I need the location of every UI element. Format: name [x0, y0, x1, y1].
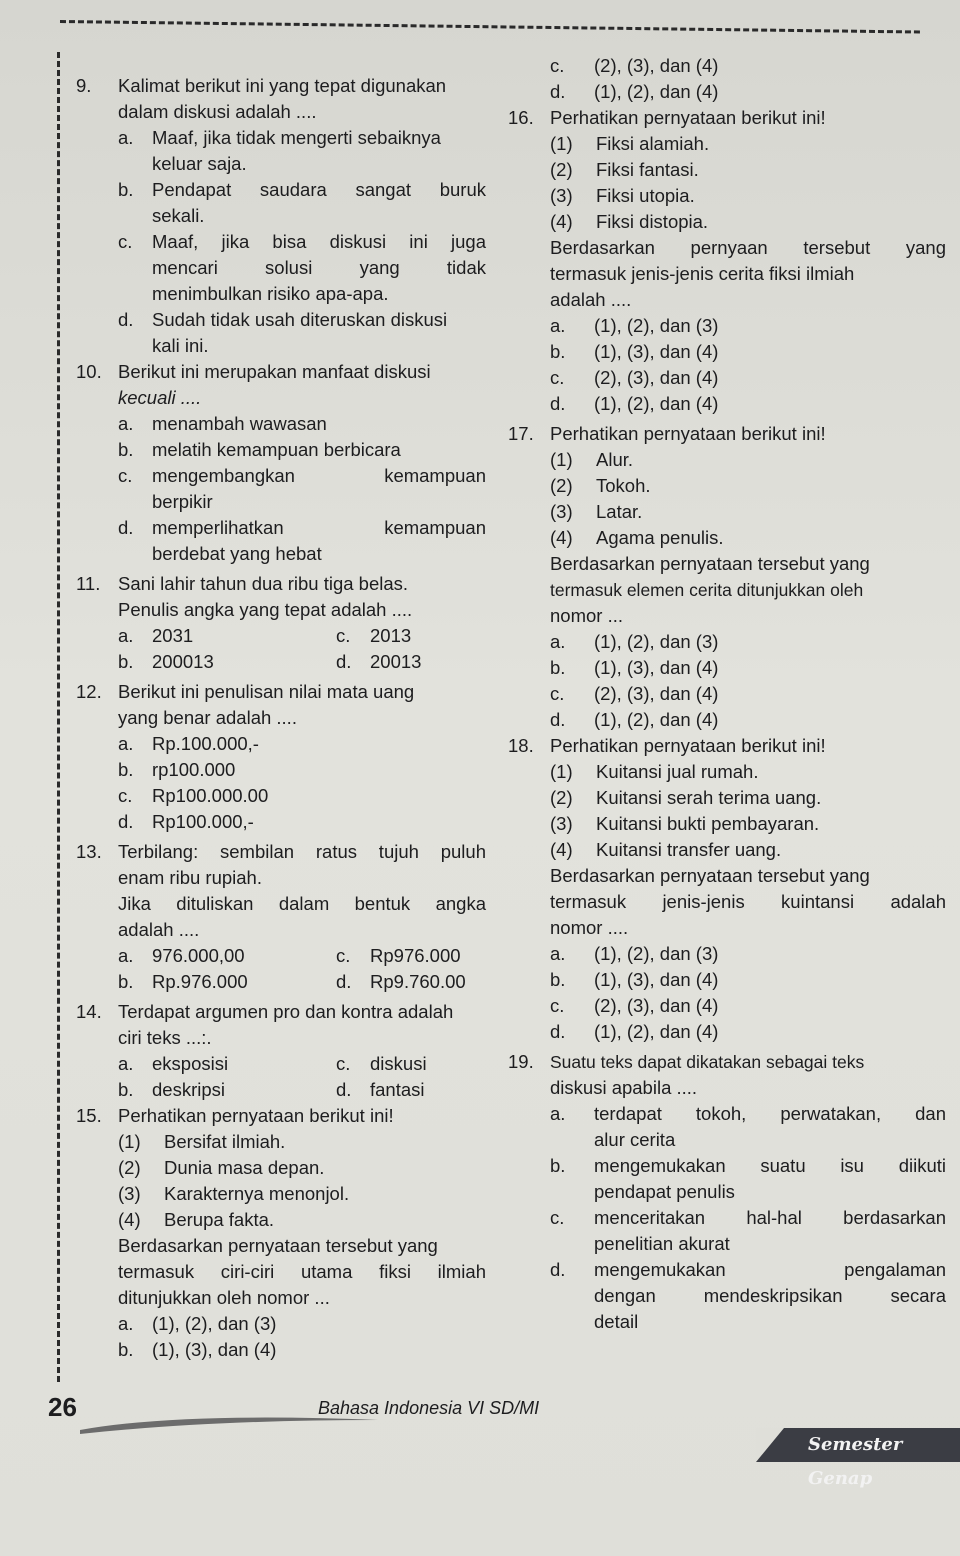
option-letter: b. [550, 969, 566, 990]
statement-number: (4) [550, 527, 573, 548]
question-text-line: Berdasarkan pernyataan tersebut yang [118, 1235, 438, 1256]
statement-number: (4) [550, 839, 573, 860]
option-text: kali ini. [152, 335, 209, 356]
option-letter: c. [336, 1053, 351, 1074]
option-letter: c. [550, 1207, 565, 1228]
statement-text: Bersifat ilmiah. [164, 1131, 286, 1152]
question-number: 15. [76, 1105, 102, 1126]
statement-item [550, 525, 946, 551]
question-text-line: Berdasarkan pernyataan tersebut yang [550, 553, 870, 574]
statement-text: Alur. [596, 449, 634, 470]
option-text: Pendapat saudara sangat buruk [152, 179, 486, 200]
question-text-line: Berikut ini penulisan nilai mata uang [118, 681, 415, 702]
answer-option [550, 993, 946, 1019]
answer-option [118, 411, 486, 437]
option-text: rp100.000 [152, 759, 236, 780]
statement-number: (3) [550, 813, 573, 834]
option-text: Maaf, jika bisa diskusi ini juga [152, 231, 486, 252]
answer-option [336, 943, 486, 969]
option-letter: b. [550, 341, 566, 362]
statement-number: (2) [550, 159, 573, 180]
statement-number: (2) [118, 1157, 141, 1178]
question-text-line: kecuali .... [118, 387, 202, 408]
page-number: 26 [48, 1392, 77, 1422]
statement-text: Fiksi fantasi. [596, 159, 699, 180]
statement-text: Kuitansi transfer uang. [596, 839, 782, 860]
question-text-line: ditunjukkan oleh nomor ... [118, 1287, 330, 1308]
statement-number: (3) [550, 501, 573, 522]
question-text-line: Suatu teks dapat dikatakan sebagai teks [550, 1052, 865, 1072]
question-number: 17. [508, 423, 534, 444]
question-text-line: ciri teks ...:. [118, 1027, 212, 1048]
answer-option [550, 941, 946, 967]
statement-text: Latar. [596, 501, 643, 522]
question-text-line: Berikut ini merupakan manfaat diskusi [118, 361, 431, 382]
option-text: terdapat tokoh, perwatakan, dan [594, 1103, 946, 1124]
option-letter: b. [550, 657, 566, 678]
option-letter: a. [118, 1313, 134, 1334]
statement-text: Tokoh. [596, 475, 651, 496]
option-text: (2), (3), dan (4) [594, 55, 719, 76]
answer-option [118, 943, 336, 969]
option-text: detail [594, 1311, 639, 1332]
option-letter: a. [550, 631, 566, 652]
option-letter: a. [550, 943, 566, 964]
option-letter: a. [118, 733, 134, 754]
option-letter: a. [118, 1053, 134, 1074]
statement-number: (3) [550, 185, 573, 206]
option-text: (2), (3), dan (4) [594, 683, 719, 704]
statement-text: Dunia masa depan. [164, 1157, 325, 1178]
option-letter: d. [550, 709, 566, 730]
question-number: 9. [76, 75, 92, 96]
option-letter: b. [118, 1079, 134, 1100]
answer-option [550, 365, 946, 391]
statement-text: Fiksi alamiah. [596, 133, 710, 154]
statement-text: Kuitansi serah terima uang. [596, 787, 822, 808]
option-text: (1), (3), dan (4) [152, 1339, 277, 1360]
statement-item [550, 183, 946, 209]
option-text: 200013 [152, 651, 214, 672]
option-text: alur cerita [594, 1129, 676, 1150]
question-text-line: adalah .... [118, 919, 200, 940]
question-text-line: Penulis angka yang tepat adalah .... [118, 599, 413, 620]
option-letter: b. [118, 439, 134, 460]
option-text: (1), (3), dan (4) [594, 969, 719, 990]
option-text: Rp976.000 [370, 945, 461, 966]
option-text: fantasi [370, 1079, 425, 1100]
answer-option [550, 79, 946, 105]
statement-item [550, 157, 946, 183]
option-text: dengan mendeskripsikan secara [594, 1285, 946, 1306]
answer-option [336, 623, 486, 649]
left-dashed-border [57, 52, 60, 1382]
option-letter: d. [550, 81, 566, 102]
question-text-line: diskusi apabila .... [550, 1077, 698, 1098]
option-letter: c. [336, 625, 351, 646]
statement-item [550, 209, 946, 235]
question-text-line: yang benar adalah .... [118, 707, 297, 728]
option-text: Rp100.000,- [152, 811, 254, 832]
option-text: menceritakan hal-hal berdasarkan [594, 1207, 946, 1228]
option-text: berdebat yang hebat [152, 543, 322, 564]
option-letter: c. [118, 231, 133, 252]
option-text: mengemukakan pengalaman [594, 1259, 946, 1280]
answer-option [550, 53, 946, 79]
answer-option [118, 731, 486, 757]
statement-item [550, 837, 946, 863]
semester-banner-notch [756, 1428, 784, 1462]
option-letter: b. [118, 179, 134, 200]
answer-option [118, 229, 486, 307]
statement-item [550, 759, 946, 785]
answer-option [118, 783, 486, 809]
option-letter: a. [118, 945, 134, 966]
question-number: 14. [76, 1001, 102, 1022]
option-letter: b. [118, 1339, 134, 1360]
statement-text: Fiksi utopia. [596, 185, 695, 206]
question-number: 13. [76, 841, 102, 862]
option-text: menambah wawasan [152, 413, 327, 434]
statement-text: Fiksi distopia. [596, 211, 709, 232]
option-text: diskusi [370, 1053, 427, 1074]
question-number: 12. [76, 681, 102, 702]
option-text: deskripsi [152, 1079, 225, 1100]
option-letter: b. [118, 759, 134, 780]
question-18 [508, 733, 946, 1045]
option-letter: d. [550, 1259, 566, 1280]
question-11 [76, 571, 486, 675]
statement-text: Kuitansi bukti pembayaran. [596, 813, 820, 834]
answer-option [118, 1311, 486, 1337]
option-text: (1), (2), dan (4) [594, 393, 719, 414]
answer-option [118, 809, 486, 835]
option-letter: a. [118, 625, 134, 646]
option-text: berpikir [152, 491, 213, 512]
question-text-line: termasuk jenis-jenis cerita fiksi ilmiah [550, 263, 855, 284]
answer-option [550, 339, 946, 365]
option-text: Rp9.760.00 [370, 971, 466, 992]
option-letter: d. [118, 309, 134, 330]
question-text-line: Perhatikan pernyataan berikut ini! [550, 423, 826, 444]
option-text: 976.000,00 [152, 945, 245, 966]
answer-option [118, 463, 486, 515]
question-text-line: Sani lahir tahun dua ribu tiga belas. [118, 573, 409, 594]
right-column [508, 53, 946, 1335]
statement-number: (1) [118, 1131, 141, 1152]
option-letter: c. [550, 995, 565, 1016]
question-text-line: Perhatikan pernyataan berikut ini! [550, 107, 826, 128]
statement-item [118, 1181, 486, 1207]
answer-option [118, 623, 336, 649]
answer-option [118, 969, 336, 995]
option-text: (1), (2), dan (3) [594, 315, 719, 336]
answer-option [550, 1019, 946, 1045]
answer-option [118, 1051, 336, 1077]
question-number: 19. [508, 1051, 534, 1072]
statement-item [550, 473, 946, 499]
answer-option [550, 655, 946, 681]
option-text: (2), (3), dan (4) [594, 995, 719, 1016]
question-number: 11. [76, 573, 101, 594]
option-letter: c. [336, 945, 351, 966]
option-text: menimbulkan risiko apa-apa. [152, 283, 389, 304]
question-13 [76, 839, 486, 995]
option-letter: d. [550, 1021, 566, 1042]
question-19 [508, 1049, 946, 1335]
option-text: (1), (3), dan (4) [594, 657, 719, 678]
answer-option [336, 649, 486, 675]
option-text: 2013 [370, 625, 412, 646]
statement-number: (3) [118, 1183, 141, 1204]
option-letter: b. [550, 1155, 566, 1176]
question-text-line: nomor ... [550, 605, 623, 626]
answer-option [550, 391, 946, 417]
question-10 [76, 359, 486, 567]
question-number: 10. [76, 361, 102, 382]
option-letter: c. [550, 55, 565, 76]
statement-number: (4) [118, 1209, 141, 1230]
question-text-line: Terbilang: sembilan ratus tujuh puluh [118, 841, 486, 862]
question-text-line: Kalimat berikut ini yang tepat digunakan [118, 75, 447, 96]
option-letter: c. [118, 465, 133, 486]
answer-option [118, 177, 486, 229]
option-letter: d. [118, 811, 134, 832]
option-letter: c. [118, 785, 133, 806]
answer-option [336, 1077, 486, 1103]
option-letter: d. [336, 1079, 352, 1100]
question-text-line: Terdapat argumen pro dan kontra adalah [118, 1001, 454, 1022]
option-text: sekali. [152, 205, 205, 226]
answer-option [550, 967, 946, 993]
option-text: memperlihatkan kemampuan [152, 517, 486, 538]
option-letter: a. [118, 413, 134, 434]
question-text-line: enam ribu rupiah. [118, 867, 262, 888]
answer-option [550, 1101, 946, 1153]
statement-number: (1) [550, 761, 573, 782]
statement-item [550, 811, 946, 837]
answer-option [118, 1077, 336, 1103]
option-text: 2031 [152, 625, 194, 646]
option-text: eksposisi [152, 1053, 229, 1074]
option-letter: a. [118, 127, 134, 148]
option-text: melatih kemampuan berbicara [152, 439, 401, 460]
option-letter: d. [336, 651, 352, 672]
statement-text: Berupa fakta. [164, 1209, 275, 1230]
answer-option [550, 681, 946, 707]
statement-text: Kuitansi jual rumah. [596, 761, 759, 782]
statement-number: (2) [550, 475, 573, 496]
statement-number: (1) [550, 133, 573, 154]
answer-option [118, 125, 486, 177]
option-letter: b. [118, 971, 134, 992]
statement-item [118, 1155, 486, 1181]
option-text: Rp.976.000 [152, 971, 248, 992]
answer-option [118, 757, 486, 783]
answer-option [118, 1337, 486, 1363]
question-text-line: termasuk elemen cerita ditunjukkan oleh [550, 580, 864, 600]
answer-option [336, 969, 486, 995]
question-number: 18. [508, 735, 534, 756]
question-text-line: dalam diskusi adalah .... [118, 101, 317, 122]
option-letter: b. [118, 651, 134, 672]
option-text: mengemukakan suatu isu diikuti [594, 1155, 946, 1176]
option-text: (1), (2), dan (3) [594, 631, 719, 652]
statement-item [550, 447, 946, 473]
option-text: Sudah tidak usah diteruskan diskusi [152, 309, 448, 330]
answer-option [118, 515, 486, 567]
option-letter: d. [336, 971, 352, 992]
answer-option [550, 1153, 946, 1205]
question-text-line: Berdasarkan pernyaan tersebut yang [550, 237, 946, 258]
question-text-line: adalah .... [550, 289, 632, 310]
statement-number: (1) [550, 449, 573, 470]
answer-option [118, 649, 336, 675]
option-text: 20013 [370, 651, 422, 672]
question-text-line: Perhatikan pernyataan berikut ini! [550, 735, 826, 756]
statement-item [550, 131, 946, 157]
option-text: (1), (2), dan (4) [594, 81, 719, 102]
answer-option [336, 1051, 486, 1077]
option-text: keluar saja. [152, 153, 247, 174]
statement-number: (2) [550, 787, 573, 808]
answer-option [550, 629, 946, 655]
statement-text: Karakternya menonjol. [164, 1183, 350, 1204]
left-column [76, 73, 486, 1363]
question-14 [76, 999, 486, 1103]
question-15 [76, 1103, 486, 1363]
top-dashed-border [60, 20, 920, 34]
option-letter: d. [550, 393, 566, 414]
statement-text: Agama penulis. [596, 527, 724, 548]
option-letter: d. [118, 517, 134, 538]
option-text: (2), (3), dan (4) [594, 367, 719, 388]
question-9 [76, 73, 486, 359]
question-text-line: termasuk jenis-jenis kuintansi adalah [550, 891, 946, 912]
option-text: (1), (3), dan (4) [594, 341, 719, 362]
option-text: (1), (2), dan (4) [594, 709, 719, 730]
question-text-line: Perhatikan pernyataan berikut ini! [118, 1105, 394, 1126]
option-text: Maaf, jika tidak mengerti sebaiknya [152, 127, 441, 148]
statement-item [118, 1207, 486, 1233]
option-letter: a. [550, 315, 566, 336]
question-number: 16. [508, 107, 534, 128]
statement-item [118, 1129, 486, 1155]
question-17 [508, 421, 946, 733]
statement-item [550, 499, 946, 525]
book-title: Bahasa Indonesia VI SD/MI [318, 1398, 540, 1418]
question-text-line: termasuk ciri-ciri utama fiksi ilmiah [118, 1261, 486, 1282]
answer-option [550, 313, 946, 339]
option-letter: c. [550, 683, 565, 704]
answer-option [550, 1205, 946, 1257]
option-text: (1), (2), dan (3) [594, 943, 719, 964]
statement-number: (4) [550, 211, 573, 232]
question-12 [76, 679, 486, 835]
question-text-line: Berdasarkan pernyataan tersebut yang [550, 865, 870, 886]
question-16 [508, 105, 946, 417]
option-text: Rp100.000.00 [152, 785, 269, 806]
answer-option [550, 707, 946, 733]
option-letter: a. [550, 1103, 566, 1124]
option-text: mencari solusi yang tidak [152, 257, 486, 278]
option-text: pendapat penulis [594, 1181, 735, 1202]
answer-option [550, 1257, 946, 1335]
option-text: mengembangkan kemampuan [152, 465, 486, 486]
semester-banner: Semester Genap [756, 1428, 960, 1462]
option-text: Rp.100.000,- [152, 733, 259, 754]
answer-option [118, 307, 486, 359]
question-text-line: Jika dituliskan dalam bentuk angka [118, 893, 486, 914]
question-text-line: nomor .... [550, 917, 629, 938]
option-text: (1), (2), dan (4) [594, 1021, 719, 1042]
option-letter: c. [550, 367, 565, 388]
option-text: (1), (2), dan (3) [152, 1313, 277, 1334]
statement-item [550, 785, 946, 811]
option-text: penelitian akurat [594, 1233, 730, 1254]
answer-option [118, 437, 486, 463]
